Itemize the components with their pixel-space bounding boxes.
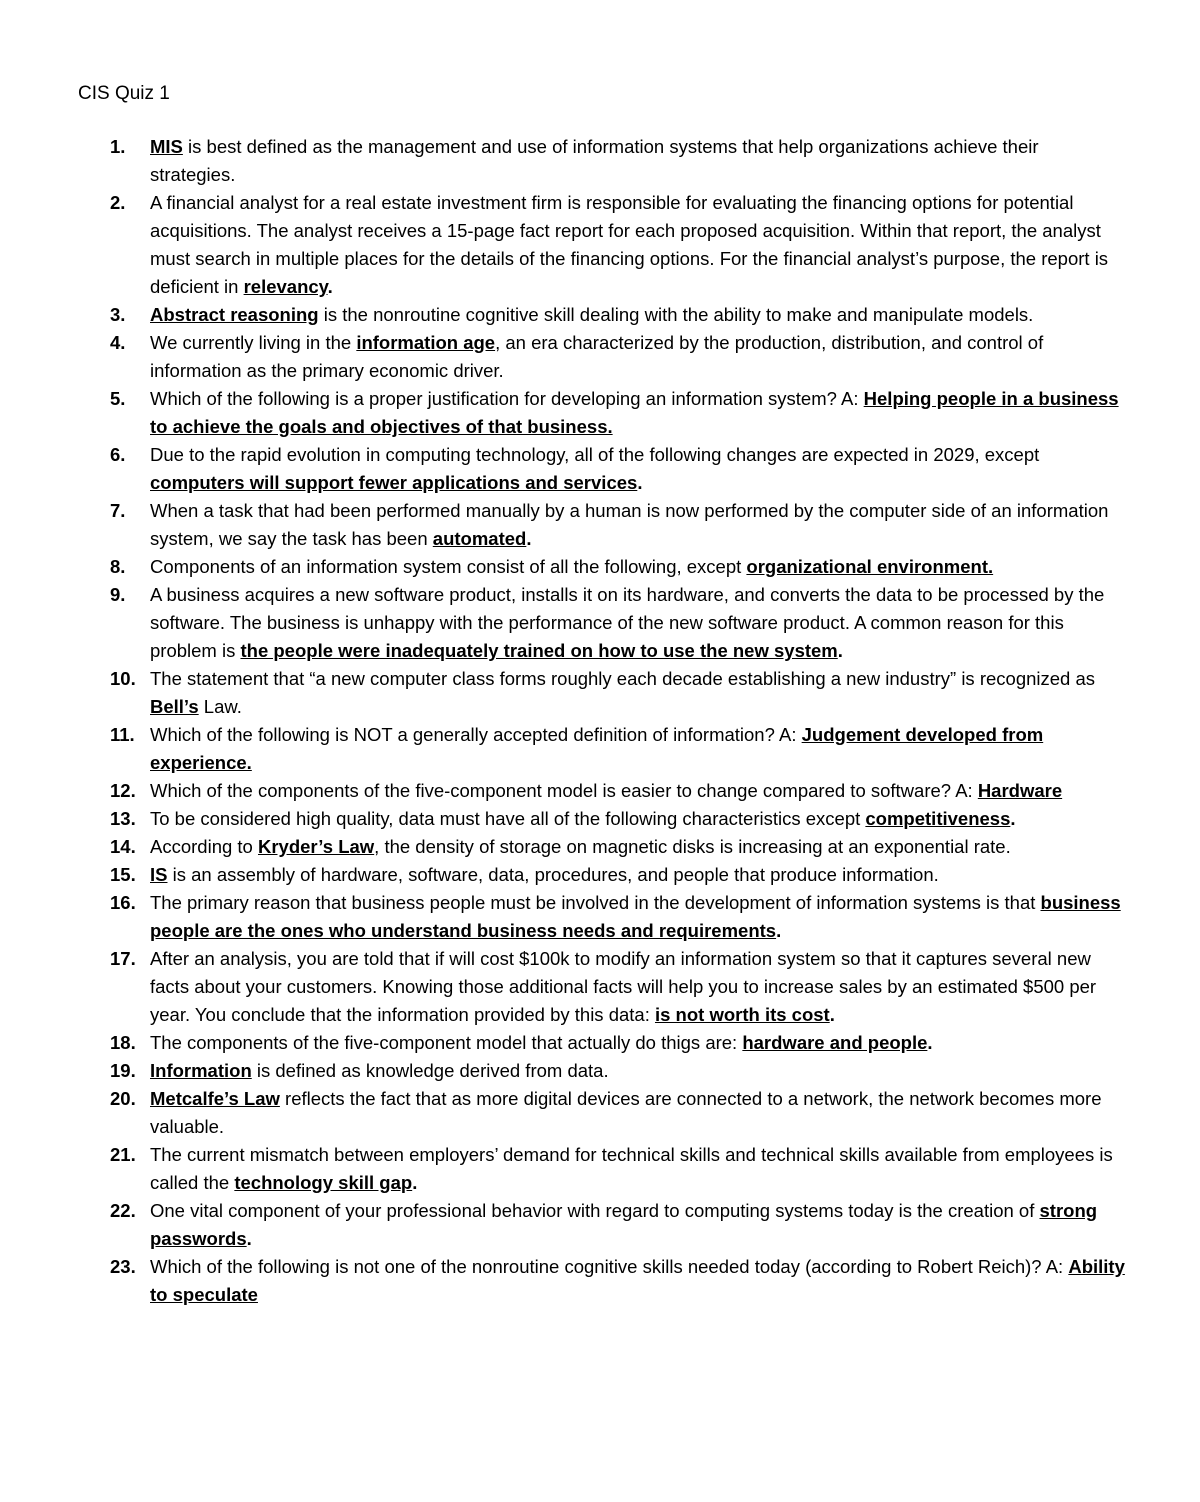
question-text: A business acquires a new software product, installs it on its hardware, and converts the data to be processed by the software. The business is unhappy with the performance of the new software product. A common reason for this problem is [150, 584, 1105, 661]
question-text: is best defined as the management and use of information systems that help organizations achieve their strategies. [150, 136, 1039, 185]
answer-punctuation: . [327, 276, 333, 297]
question-text: Law. [198, 696, 242, 717]
answer-punctuation: . [1010, 808, 1016, 829]
answer-text: business people are the ones who understand business needs and requirements [150, 892, 1121, 941]
question-number: 23. [110, 1256, 136, 1277]
answer-text: Bell’s [150, 696, 199, 717]
question-item [0, 329, 1200, 385]
answer-text: MIS [150, 136, 183, 157]
answer-text: relevancy [243, 276, 328, 297]
question-number: 20. [110, 1088, 136, 1109]
question-text: According to [150, 836, 258, 857]
question-text: Components of an information system consist of all the following, except [150, 556, 747, 577]
answer-punctuation: . [246, 1228, 252, 1249]
question-text: Due to the rapid evolution in computing technology, all of the following changes are expected in 2029, except [150, 444, 1040, 465]
question-text: Which of the following is a proper justification for developing an information system? A: [150, 388, 864, 409]
question-item [0, 441, 1200, 497]
answer-punctuation: . [927, 1032, 933, 1053]
answer-text: hardware and people [742, 1032, 928, 1053]
answer-text: competitiveness [865, 808, 1011, 829]
question-item [0, 1141, 1200, 1197]
answer-text: Judgement developed from experience. [150, 724, 1044, 773]
answer-text: computers will support fewer applications and services [150, 472, 638, 493]
question-item [0, 665, 1200, 721]
question-text: We currently living in the [150, 332, 357, 353]
answer-text: Kryder’s Law [257, 836, 375, 857]
question-text: Which of the components of the five-component model is easier to change compared to software? A: [150, 780, 978, 801]
question-item [0, 721, 1200, 777]
question-item [0, 189, 1200, 301]
question-number: 8. [110, 556, 126, 577]
question-item [0, 301, 1200, 329]
question-number: 10. [110, 668, 136, 689]
answer-punctuation: . [637, 472, 643, 493]
question-number: 5. [110, 388, 126, 409]
question-text: The components of the five-component model that actually do thigs are: [150, 1032, 743, 1053]
answer-text: organizational environment. [746, 556, 994, 577]
answer-text: Abstract reasoning [150, 304, 319, 325]
question-item [0, 889, 1200, 945]
question-number: 7. [110, 500, 126, 521]
question-item [0, 777, 1200, 805]
question-list [0, 133, 1200, 1309]
question-item [0, 1197, 1200, 1253]
answer-text: Information [150, 1060, 252, 1081]
answer-punctuation: . [526, 528, 532, 549]
question-number: 18. [110, 1032, 136, 1053]
question-text: Which of the following is NOT a generally accepted definition of information? A: [150, 724, 802, 745]
question-text: is the nonroutine cognitive skill dealing with the ability to make and manipulate models. [318, 304, 1034, 325]
answer-punctuation: . [412, 1172, 418, 1193]
question-number: 11. [110, 724, 135, 745]
question-number: 14. [110, 836, 136, 857]
answer-text: Hardware [977, 780, 1063, 801]
answer-text: information age [356, 332, 496, 353]
question-number: 4. [110, 332, 126, 353]
question-number: 15. [110, 864, 136, 885]
answer-text: Ability to speculate [150, 1256, 1125, 1305]
answer-text: automated [432, 528, 527, 549]
question-number: 13. [110, 808, 136, 829]
answer-text: Metcalfe’s Law [150, 1088, 280, 1109]
answer-text: IS [150, 864, 168, 885]
question-text: reflects the fact that as more digital devices are connected to a network, the network becomes more valuable. [150, 1088, 1102, 1137]
question-item [0, 581, 1200, 665]
question-text: After an analysis, you are told that if will cost $100k to modify an information system so that it captures several new facts about your customers. Knowing those additional facts will help you to increase sales by an estimated $500 per year. You conclude that the information provided by this data: [150, 948, 1097, 1025]
answer-text: the people were inadequately trained on how to use the new system [240, 640, 838, 661]
question-item [0, 497, 1200, 553]
question-text: , the density of storage on magnetic disks is increasing at an exponential rate. [374, 836, 1011, 857]
question-item [0, 1253, 1200, 1309]
question-text: is an assembly of hardware, software, data, procedures, and people that produce information. [167, 864, 939, 885]
question-item [0, 833, 1200, 861]
answer-punctuation: . [837, 640, 843, 661]
question-number: 16. [110, 892, 136, 913]
question-text: To be considered high quality, data must have all of the following characteristics except [150, 808, 866, 829]
answer-text: is not worth its cost [654, 1004, 830, 1025]
question-number: 22. [110, 1200, 136, 1221]
question-item [0, 385, 1200, 441]
document-title: CIS Quiz 1 [78, 83, 170, 104]
question-item [0, 1085, 1200, 1141]
question-item [0, 861, 1200, 889]
question-number: 6. [110, 444, 126, 465]
question-text: is defined as knowledge derived from data. [251, 1060, 609, 1081]
question-text: One vital component of your professional behavior with regard to computing systems today is the creation of [150, 1200, 1040, 1221]
answer-text: strong passwords [150, 1200, 1098, 1249]
question-item [0, 1029, 1200, 1057]
question-number: 12. [110, 780, 136, 801]
question-number: 2. [110, 192, 126, 213]
question-text: The primary reason that business people must be involved in the development of information systems is that [150, 892, 1041, 913]
question-text: The current mismatch between employers’ demand for technical skills and technical skills available from employees is called the [150, 1144, 1113, 1193]
question-text: When a task that had been performed manually by a human is now performed by the computer side of an information system, we say the task has been [150, 500, 1109, 549]
question-text: The statement that “a new computer class forms roughly each decade establishing a new industry” is recognized as [150, 668, 1096, 689]
question-item [0, 805, 1200, 833]
question-item [0, 945, 1200, 1029]
answer-punctuation: . [829, 1004, 835, 1025]
answer-text: Helping people in a business to achieve the goals and objectives of that business. [150, 388, 1119, 437]
question-item [0, 1057, 1200, 1085]
question-number: 21. [110, 1144, 136, 1165]
question-text: Which of the following is not one of the nonroutine cognitive skills needed today (according to Robert Reich)? A: [150, 1256, 1069, 1277]
question-number: 9. [110, 584, 126, 605]
question-number: 17. [110, 948, 136, 969]
question-number: 1. [110, 136, 126, 157]
answer-punctuation: . [776, 920, 782, 941]
question-number: 19. [110, 1060, 136, 1081]
answer-text: technology skill gap [234, 1172, 413, 1193]
question-text: A financial analyst for a real estate investment firm is responsible for evaluating the financing options for potential acquisitions. The analyst receives a 15-page fact report for each proposed acquisition. Within that report, the analyst must search in multiple places for the details of the financing options. For the financial analyst’s purpose, the report is deficient in [150, 192, 1109, 297]
question-number: 3. [110, 304, 126, 325]
question-text: , an era characterized by the production, distribution, and control of information as the primary economic driver. [150, 332, 1044, 381]
question-item [0, 133, 1200, 189]
question-item [0, 553, 1200, 581]
